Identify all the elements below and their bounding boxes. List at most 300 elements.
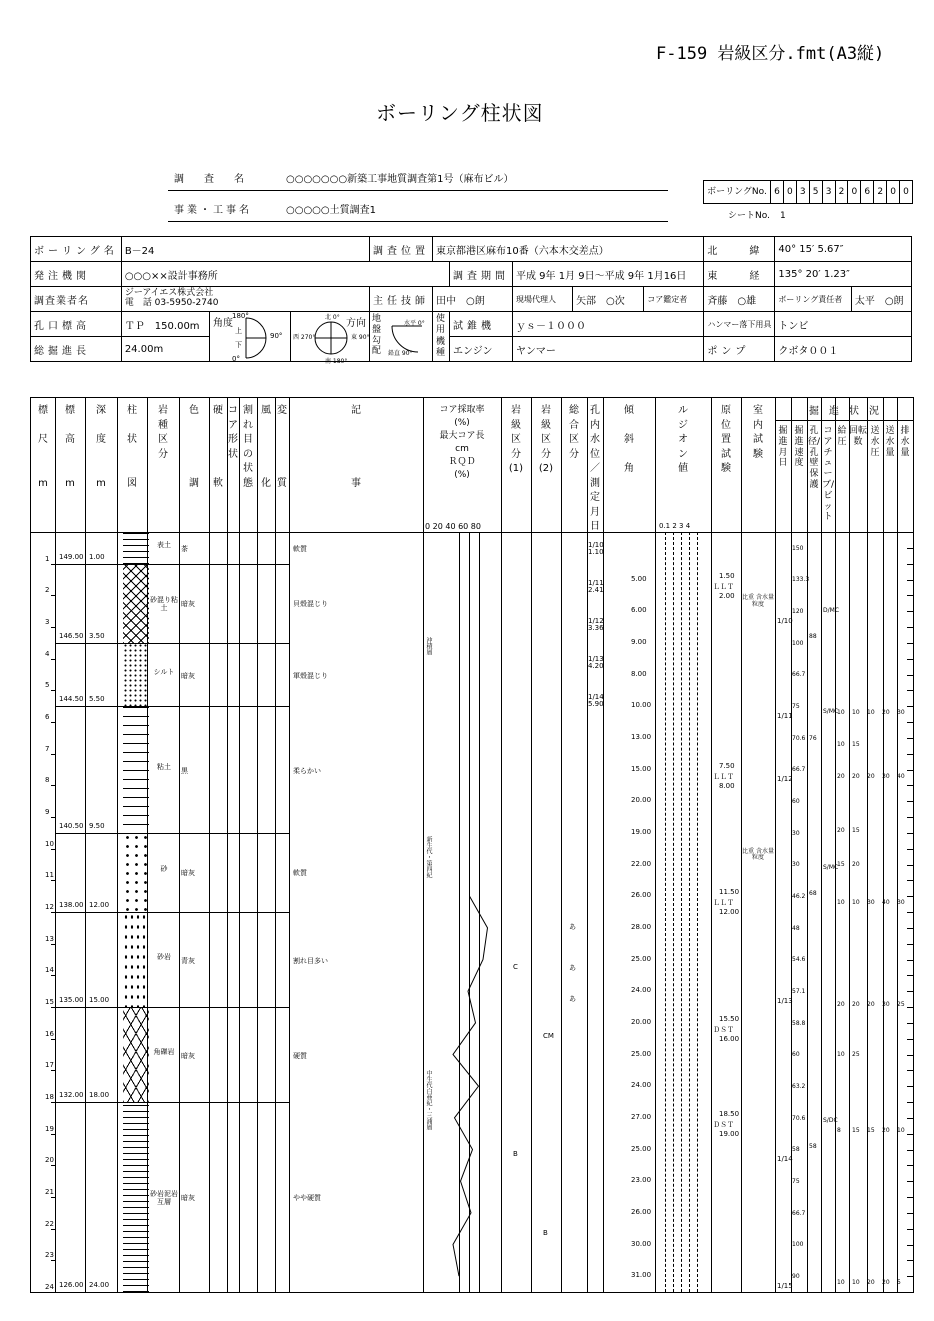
dig-speed: 63.2 bbox=[792, 1083, 806, 1090]
dig-speed: 30 bbox=[792, 861, 800, 869]
right-tick bbox=[907, 627, 913, 628]
right-tick bbox=[907, 912, 913, 913]
rock-color: 暗灰 bbox=[181, 1051, 195, 1060]
dir-e: 東 90° bbox=[350, 334, 370, 341]
inclination-value: 25.00 bbox=[631, 954, 652, 963]
column-header: 硬 軟 bbox=[213, 405, 223, 489]
inclination-value: 31.00 bbox=[631, 1271, 652, 1280]
rock-type: 表土 bbox=[157, 540, 171, 549]
dig-speed: 66.7 bbox=[792, 1209, 806, 1217]
tester-label: 試錐機 bbox=[449, 312, 512, 337]
hole-diameter: 58 bbox=[809, 1143, 817, 1151]
column-header: 色 調 bbox=[189, 405, 199, 489]
engine-label: エンジン bbox=[449, 337, 512, 362]
scale-tick bbox=[51, 722, 55, 723]
period-label: 調査期間 bbox=[449, 262, 512, 287]
scale-mark: 2 bbox=[45, 586, 50, 595]
column-header: 回転数 bbox=[849, 426, 868, 447]
inclination-value: 20.00 bbox=[631, 796, 652, 805]
scale-mark: 17 bbox=[45, 1061, 54, 1070]
dig-date: 1/13 bbox=[777, 997, 793, 1005]
dig-speed: 133.3 bbox=[792, 576, 810, 584]
location: 東京都港区麻布10番（六本木交差点） bbox=[432, 237, 703, 262]
insitu-type: ＤＳＴ bbox=[713, 1025, 734, 1034]
rock-color: 黒 bbox=[181, 766, 188, 775]
column-header: 孔径/孔壁保護 bbox=[807, 426, 821, 490]
contractor-tel: 電 話 03-5950-2740 bbox=[124, 298, 219, 308]
layer-note: 割れ目多い bbox=[293, 956, 328, 965]
lugeon-grid bbox=[689, 532, 690, 1292]
layer-elevation: 144.50 bbox=[59, 695, 84, 704]
layer-boundary bbox=[55, 1292, 289, 1293]
water-level: 1/11 2.41 bbox=[588, 578, 604, 594]
right-tick bbox=[907, 595, 913, 596]
scale-mark: 16 bbox=[45, 1029, 54, 1038]
boring-no-digit: 0 bbox=[899, 181, 912, 203]
angle-down: 下 bbox=[234, 341, 242, 349]
pressure-value: 10 bbox=[867, 709, 875, 717]
overall-class: あ bbox=[569, 995, 576, 1004]
layer-elevation: 132.00 bbox=[59, 1091, 84, 1099]
depth-label: 総掘進長 bbox=[31, 337, 122, 362]
right-tick bbox=[907, 548, 913, 549]
inclination-value: 20.00 bbox=[631, 1018, 652, 1027]
insitu-to: 16.00 bbox=[719, 1034, 740, 1043]
layer-elevation: 146.50 bbox=[59, 631, 84, 640]
layer-boundary bbox=[55, 1102, 289, 1103]
scale-mark: 23 bbox=[45, 1251, 54, 1260]
right-tick bbox=[907, 1055, 913, 1056]
right-tick bbox=[907, 1165, 913, 1166]
hole-diameter: 68 bbox=[809, 889, 817, 897]
scale-tick bbox=[51, 785, 55, 786]
rock-type: 砂混り粘土 bbox=[150, 596, 178, 612]
rock-color: 暗灰 bbox=[181, 600, 195, 609]
scale-tick bbox=[51, 754, 55, 755]
column-header: 標 尺 m bbox=[38, 405, 48, 489]
core-label: コア鑑定者 bbox=[644, 287, 704, 312]
rock-color: 暗灰 bbox=[181, 869, 195, 878]
right-tick bbox=[907, 1260, 913, 1261]
right-tick bbox=[907, 991, 913, 992]
pressure-value: 30 bbox=[897, 899, 905, 907]
dig-speed: 100 bbox=[792, 639, 804, 647]
column-header: 室 内 試 験 bbox=[753, 405, 763, 460]
pressure-value: 40 bbox=[882, 899, 890, 907]
survey-name-underline bbox=[168, 190, 668, 191]
engine: ヤンマー bbox=[512, 337, 703, 362]
inclination-value: 30.00 bbox=[631, 1239, 652, 1248]
dig-speed: 75 bbox=[792, 703, 800, 710]
pressure-value: 5 bbox=[897, 1279, 901, 1287]
right-tick bbox=[907, 1197, 913, 1198]
scale-mark: 7 bbox=[45, 744, 50, 753]
inclination-value: 13.00 bbox=[631, 733, 652, 742]
boring-no-digit: 0 bbox=[886, 181, 899, 203]
inclination-value: 26.00 bbox=[631, 1208, 652, 1217]
direction-label: 方向 bbox=[345, 318, 366, 329]
lithology-pattern bbox=[123, 532, 149, 564]
overall-class: あ bbox=[569, 922, 576, 931]
dig-speed: 90 bbox=[792, 1273, 800, 1280]
rock-type: シルト bbox=[153, 667, 175, 676]
right-tick bbox=[907, 770, 913, 771]
lon-label: 東 経 bbox=[704, 262, 775, 287]
inclination-value: 24.00 bbox=[631, 1081, 652, 1090]
pressure-value: 20 bbox=[867, 1000, 875, 1008]
scale-tick bbox=[51, 659, 55, 660]
inclination-value: 25.00 bbox=[631, 1049, 652, 1058]
inclination-value: 26.00 bbox=[631, 891, 652, 900]
tester: ｙｓ－１０００ bbox=[512, 312, 703, 337]
column-header: 送水量 bbox=[885, 426, 895, 458]
scale-tick bbox=[51, 1165, 55, 1166]
right-tick bbox=[907, 849, 913, 850]
right-tick bbox=[907, 643, 913, 644]
right-tick bbox=[907, 690, 913, 691]
pump-label: ポンプ bbox=[704, 337, 775, 362]
column-header: コア採取率 (%) 最大コア長 cm ＲＱＤ (%) bbox=[439, 405, 485, 481]
scale-tick bbox=[51, 849, 55, 850]
insitu-to: 12.00 bbox=[719, 908, 740, 917]
insitu-type: ＬＬＴ bbox=[713, 899, 734, 908]
water-level: 1/12 3.36 bbox=[588, 616, 604, 632]
inclination-value: 23.00 bbox=[631, 1176, 652, 1185]
right-tick bbox=[907, 1213, 913, 1214]
right-tick bbox=[907, 1181, 913, 1182]
rock-type: 砂岩 bbox=[157, 952, 171, 961]
core-person: 斉藤 ○雄 bbox=[704, 287, 775, 312]
rock-type: 砂 bbox=[160, 865, 168, 874]
boring-no-digit: 2 bbox=[873, 181, 886, 203]
inclination-value: 19.00 bbox=[631, 828, 652, 837]
project-name: ○○○○○土質調査1 bbox=[286, 205, 376, 216]
dig-speed: 66.7 bbox=[792, 766, 806, 774]
insitu-type: ＬＬＴ bbox=[713, 582, 734, 591]
scale-tick bbox=[51, 1070, 55, 1071]
right-tick bbox=[907, 532, 913, 533]
engineer-label: 主任技師 bbox=[369, 287, 432, 312]
scale-mark: 6 bbox=[45, 713, 50, 721]
total-depth: 24.00m bbox=[121, 337, 209, 362]
pressure-value: 15 bbox=[867, 1127, 875, 1135]
inclination-value: 25.00 bbox=[631, 1144, 652, 1153]
core-recovery-line bbox=[453, 896, 488, 1276]
pressure-value: 10 bbox=[837, 1279, 845, 1287]
lithology-pattern bbox=[123, 564, 149, 643]
pump: クボタ００１ bbox=[775, 337, 912, 362]
pressure-value: 10 bbox=[837, 741, 845, 748]
core-tube: S/MC bbox=[823, 708, 839, 716]
dig-speed: 48 bbox=[792, 924, 800, 932]
layer-elevation: 149.00 bbox=[59, 552, 84, 561]
right-tick bbox=[907, 1134, 913, 1135]
lat-label: 北 緯 bbox=[704, 237, 775, 262]
rock-class-1: C bbox=[513, 962, 518, 971]
column-header: 柱 状 図 bbox=[127, 405, 137, 489]
scale-mark: 13 bbox=[45, 934, 54, 943]
elevation: ＴＰ 150.00m bbox=[121, 312, 209, 337]
inclination-value: 6.00 bbox=[631, 606, 647, 615]
lithology-pattern bbox=[123, 1102, 149, 1292]
boring-name-label: ボーリング名 bbox=[31, 237, 122, 262]
scale-mark: 22 bbox=[45, 1219, 54, 1228]
right-tick bbox=[907, 564, 913, 565]
scale-mark: 11 bbox=[45, 871, 54, 880]
lugeon-grid bbox=[697, 532, 698, 1292]
insitu-from: 18.50 bbox=[719, 1109, 740, 1118]
insitu-from: 1.50 bbox=[719, 571, 735, 580]
machine-label: 使用機種 bbox=[432, 312, 449, 362]
boring-no-digit: 3 bbox=[822, 181, 835, 203]
angle-180: 180° bbox=[231, 312, 249, 320]
right-tick bbox=[907, 1039, 913, 1040]
dig-speed: 60 bbox=[792, 1051, 800, 1059]
slope-v: 鉛直 90° bbox=[387, 350, 413, 357]
right-tick bbox=[907, 1276, 913, 1277]
layer-note: 軍殻混じり bbox=[293, 671, 328, 680]
inclination-value: 9.00 bbox=[631, 638, 647, 647]
dir-w: 西 270° bbox=[292, 334, 316, 341]
compass-icon bbox=[311, 318, 351, 358]
pressure-value: 25 bbox=[897, 1000, 905, 1008]
rock-color: 暗灰 bbox=[181, 671, 195, 680]
pressure-value: 30 bbox=[882, 772, 890, 780]
scale-tick bbox=[51, 690, 55, 691]
scale-mark: 5 bbox=[45, 681, 50, 690]
layer-depth: 18.00 bbox=[89, 1091, 110, 1099]
group-header: 掘 進 状 況 bbox=[809, 406, 879, 417]
column-header: コアチューブ/ビット bbox=[821, 426, 835, 523]
layer-elevation: 138.00 bbox=[59, 901, 84, 909]
pressure-value: 20 bbox=[882, 1127, 890, 1135]
pressure-value: 15 bbox=[852, 741, 860, 748]
scale-tick bbox=[51, 817, 55, 818]
layer-depth: 3.50 bbox=[89, 631, 105, 640]
agent: 矢部 ○次 bbox=[573, 287, 644, 312]
column-header: コ ア 形 状 bbox=[228, 405, 238, 460]
angle-up: 上 bbox=[234, 327, 242, 335]
right-tick bbox=[907, 580, 913, 581]
survey-name-label: 調 査 名 bbox=[174, 174, 244, 185]
dig-date: 1/12 bbox=[777, 775, 793, 784]
scale-mark: 19 bbox=[45, 1124, 54, 1133]
layer-note: 硬質 bbox=[293, 1051, 307, 1060]
layer-note: やや硬質 bbox=[293, 1194, 321, 1202]
right-tick bbox=[907, 801, 913, 802]
rock-color: 暗灰 bbox=[181, 1194, 195, 1202]
hammer: トンビ bbox=[775, 312, 912, 337]
pressure-value: 15 bbox=[837, 861, 845, 869]
right-tick bbox=[907, 1245, 913, 1246]
agent-label: 現場代理人 bbox=[512, 287, 572, 312]
right-tick bbox=[907, 1118, 913, 1119]
lab-test: 比重 含水量 粒度 bbox=[742, 847, 774, 862]
right-tick bbox=[907, 785, 913, 786]
scale-mark: 3 bbox=[45, 618, 50, 626]
client-label: 発注機関 bbox=[31, 262, 122, 287]
column-header: 排水量 bbox=[900, 426, 910, 458]
layer-depth: 12.00 bbox=[89, 901, 110, 909]
core-tube: D/MC bbox=[823, 607, 840, 614]
pressure-value: 20 bbox=[852, 1000, 860, 1008]
pressure-value: 10 bbox=[852, 1279, 860, 1287]
right-tick bbox=[907, 1102, 913, 1103]
rock-type: 角礫岩 bbox=[153, 1047, 175, 1056]
rock-class-2: B bbox=[543, 1228, 548, 1237]
contractor: ジーアイエス株式会社 bbox=[124, 288, 214, 299]
lab-test: 比重 含水量 粒度 bbox=[742, 594, 774, 608]
insitu-to: 8.00 bbox=[719, 781, 735, 790]
layer-elevation: 126.00 bbox=[59, 1281, 84, 1289]
insitu-from: 11.50 bbox=[719, 888, 740, 897]
boring-chief-label: ボーリング責任者 bbox=[775, 287, 851, 312]
inclination-value: 15.00 bbox=[631, 764, 652, 773]
pressure-value: 8 bbox=[837, 1127, 841, 1135]
contractor-label: 調査業者名 bbox=[31, 287, 122, 312]
column-header: 給圧 bbox=[837, 426, 847, 447]
lugeon-grid bbox=[673, 532, 674, 1292]
hole-diameter: 88 bbox=[809, 633, 817, 641]
period: 平成 9年 1月 9日～平成 9年 1月16日 bbox=[512, 262, 703, 287]
dig-date: 1/14 bbox=[777, 1155, 793, 1164]
pressure-value: 20 bbox=[867, 772, 875, 780]
right-tick bbox=[907, 1070, 913, 1071]
layer-note: 軟質 bbox=[293, 544, 307, 553]
pressure-value: 20 bbox=[837, 1000, 845, 1008]
column-header: 深 度 m bbox=[96, 405, 106, 489]
hammer-label: ハンマー落下用具 bbox=[704, 312, 775, 337]
dir-s: 南 180° bbox=[324, 358, 348, 365]
inclination-value: 22.00 bbox=[631, 859, 652, 868]
page-title: ボーリング柱状図 bbox=[376, 101, 544, 125]
scale-tick bbox=[51, 595, 55, 596]
right-tick bbox=[907, 944, 913, 945]
column-header: 岩 級 区 分 (1) bbox=[508, 405, 524, 474]
insitu-type: ＬＬＴ bbox=[713, 772, 734, 781]
layer-boundary bbox=[55, 833, 289, 834]
right-tick bbox=[907, 1229, 913, 1230]
overall-class: あ bbox=[569, 963, 576, 972]
boring-no-digit: 0 bbox=[847, 181, 860, 203]
survey-name: ○○○○○○○新築工事地質調査第1号（麻布ビル） bbox=[286, 174, 514, 185]
right-tick bbox=[907, 722, 913, 723]
project-label: 事業・工事名 bbox=[174, 205, 252, 216]
rock-class-1: B bbox=[513, 1149, 518, 1158]
pressure-value: 20 bbox=[852, 772, 860, 780]
insitu-to: 19.00 bbox=[719, 1129, 740, 1138]
elevation-label: 孔口標高 bbox=[31, 312, 122, 337]
pressure-value: 40 bbox=[897, 772, 905, 780]
scale-tick bbox=[51, 975, 55, 976]
dig-speed: 100 bbox=[792, 1241, 804, 1249]
layer-boundary bbox=[55, 643, 289, 644]
boring-no-digit: 3 bbox=[796, 181, 809, 203]
insitu-from: 15.50 bbox=[719, 1014, 740, 1023]
pressure-value: 20 bbox=[852, 861, 860, 869]
water-level: 1/10 1.10 bbox=[588, 540, 604, 556]
sheet-no: 1 bbox=[780, 211, 786, 221]
insitu-to: 2.00 bbox=[719, 591, 735, 600]
layer-note: 貝殻混じり bbox=[293, 600, 328, 609]
slope-label: 地盤勾配 bbox=[371, 314, 381, 357]
boring-name: B－24 bbox=[121, 237, 369, 262]
inclination-value: 10.00 bbox=[631, 701, 652, 710]
group-header-line bbox=[775, 420, 913, 421]
pressure-value: 20 bbox=[837, 772, 845, 780]
scale-tick bbox=[51, 880, 55, 881]
right-tick bbox=[907, 833, 913, 834]
scale-mark: 10 bbox=[45, 839, 54, 848]
scale-mark: 18 bbox=[45, 1093, 54, 1101]
column-header: 掘進月日 bbox=[778, 426, 788, 469]
column-header: ル ジ オ ン 値 bbox=[678, 405, 688, 474]
pressure-value: 30 bbox=[867, 899, 875, 907]
boring-chief: 太平 ○朗 bbox=[851, 287, 911, 312]
dig-speed: 60 bbox=[792, 798, 800, 805]
pressure-value: 20 bbox=[882, 1279, 890, 1287]
column-header: 変 質 bbox=[277, 405, 287, 489]
boring-log-sheet bbox=[30, 397, 914, 1293]
pressure-value: 20 bbox=[882, 709, 890, 717]
dig-speed: 57.1 bbox=[792, 988, 806, 995]
scale-tick bbox=[51, 627, 55, 628]
inclination-value: 5.00 bbox=[631, 574, 647, 583]
layer-boundary bbox=[55, 706, 289, 707]
pressure-value: 10 bbox=[837, 899, 845, 907]
right-tick bbox=[907, 865, 913, 866]
column-header: 送水圧 bbox=[870, 426, 880, 458]
dig-speed: 46.2 bbox=[792, 893, 806, 900]
core-recovery-plot bbox=[423, 532, 501, 1292]
dig-speed: 66.7 bbox=[792, 671, 806, 679]
dig-speed: 54.6 bbox=[792, 956, 806, 964]
column-header: 岩 種 区 分 bbox=[158, 405, 168, 460]
angle-90: 90° bbox=[269, 332, 283, 340]
right-tick bbox=[907, 1023, 913, 1024]
dir-n: 北 0° bbox=[324, 314, 340, 321]
lugeon-grid bbox=[665, 532, 666, 1292]
scale-tick bbox=[51, 1260, 55, 1261]
layer-elevation: 140.50 bbox=[59, 821, 84, 830]
pressure-value: 30 bbox=[882, 1000, 890, 1008]
inclination-value: 8.00 bbox=[631, 669, 647, 678]
rock-color: 茶 bbox=[181, 544, 188, 553]
scale-tick bbox=[51, 1229, 55, 1230]
core-tube: S/DC bbox=[823, 1116, 838, 1124]
boring-no-digit: 2 bbox=[835, 181, 848, 203]
dig-date: 1/10 bbox=[777, 617, 793, 625]
insitu-type: ＤＳＴ bbox=[713, 1120, 734, 1129]
rock-type: 粘土 bbox=[157, 762, 171, 771]
lithology-pattern bbox=[123, 912, 149, 1007]
lugeon-scale: 0.1 2 3 4 bbox=[659, 522, 691, 530]
boring-no-box bbox=[703, 180, 913, 204]
pressure-value: 10 bbox=[897, 1127, 905, 1135]
layer-depth: 1.00 bbox=[89, 552, 105, 561]
right-tick bbox=[907, 1292, 913, 1293]
inclination-value: 27.00 bbox=[631, 1113, 652, 1122]
column-header: 原 位 置 試 験 bbox=[721, 405, 731, 474]
right-tick bbox=[907, 880, 913, 881]
right-tick bbox=[907, 975, 913, 976]
boring-no-digit: 5 bbox=[809, 181, 822, 203]
scale-mark: 9 bbox=[45, 808, 50, 816]
pressure-value: 15 bbox=[852, 826, 860, 834]
boring-no-digit: 6 bbox=[860, 181, 873, 203]
pressure-value: 15 bbox=[852, 1127, 860, 1135]
dig-speed: 120 bbox=[792, 608, 804, 615]
